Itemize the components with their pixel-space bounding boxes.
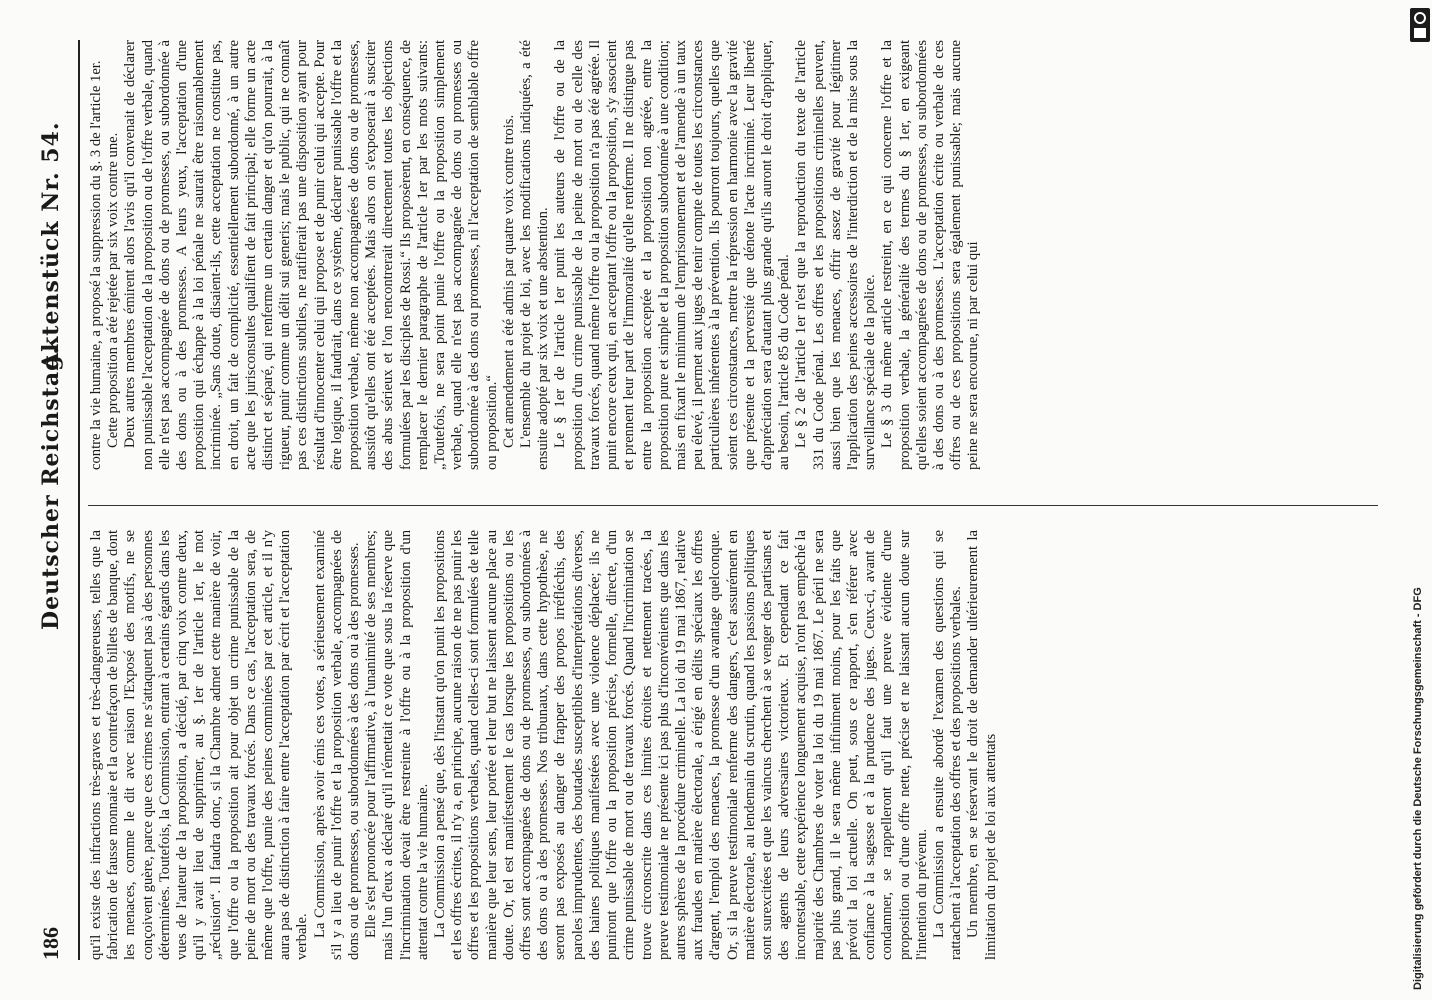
paragraph: Le § 3 du même article restreint, en ce qui concerne l'offre et la proposition verbale, la généralité des termes du § 1er, en exigeant qu'elles soient accompagnées de dons ou de promesses, ou subordonnées à des dons ou à des promesses. L'acceptation écrite ou verbale de ces offres ou de ces propositions sera également punissable; mais aucune peine ne sera encourue, ni par celui qui [879,40,982,470]
digitization-credit-text: Digitalisierung gefördert durch die Deutsche Forschungsgemeinschaft - DFG [1412,587,1424,990]
page-header [38,40,72,960]
paragraph: L'ensemble du projet de loi, avec les modifications indiquées, a été ensuite adopté par six voix et une abstention. [518,40,552,470]
paragraph: Le § 2 de l'article 1er n'est que la reproduction du texte de l'article 331 du Code pénal. Les offres et les propositions criminelles peuvent, aussi bien que les menaces, offrir assez de gravité pour légitimer l'application des peines accessoires de l'interdiction et de la mise sous la surveillance spéciale de la police. [793,40,879,470]
paragraph: Cet amendement a été admis par quatre voix contre trois. [500,114,517,448]
left-column [88,530,1378,960]
document-number: Aktenstück Nr. 54. [38,121,64,370]
column-divider [88,505,1378,506]
paragraph: Cette proposition a été rejetée par six voix contre une. [105,132,122,448]
running-title: Deutscher Reichstag. [38,345,64,630]
page-number: 186 [38,927,63,960]
paragraph: La Commission a pensé que, dès l'instant qu'on punit les propositions et les offres écrites, il n'y a, en principe, aucune raison de ne pas punir les offres et les propositions verbales, quand celles-ci sont formulées de telle manière que leur sens, leur portée et leur but ne laissent aucune place au doute. Or, tel est manifestement le cas lorsque les propositions ou les offres sont accompagnées de dons ou de promesses, ou subordonnées à des dons ou à des promesses. Nos tribunaux, dans cette hypothèse, ne seront pas exposés au danger de frapper des propos irréfléchis, des paroles imprudentes, des boutades susceptibles d'interprétations diverses, des haines politiques manifestées avec une violence déplacée; ils ne puniront que l'offre ou la proposition précise, formelle, directe, d'un crime punissable de mort ou de travaux forcés. Quand l'incrimination se trouve circonscrite dans ces limites étroites et nettement tracées, la preuve testimoniale ne présente ici pas plus d'inconvénients que dans les autres sphères de la procédure criminelle. La loi du 19 mai 1867, relative aux fraudes en matière électorale, a érigé en délits spéciaux les offres d'argent, l'emploi des menaces, la promesse d'un avantage quelconque. Or, si la preuve testimoniale renferme des dangers, c'est assurément en matière électorale, au lendemain du scrutin, quand les passions politiques sont surexcitées et que les vaincus cherchent à se venger des partisans et des agents de leurs adversaires victorieux. Et cependant ce fait incontestable, cette expérience longuement acquise, n'ont pas empêché la majorité des Chambres de voter la loi du 19 mai 1867. Le péril ne sera pas plus grand, il le sera même infiniment moins, pour les faits que prévoit la loi actuelle. On peut, sous ce rapport, s'en référer avec confiance à la sagesse et à la prudence des juges. Ceux-ci, avant de condamner, se rappelleront qu'il faut une preuve évidente d'une proposition ou d'une offre nette, précise et ne laissant aucun doute sur l'intention du prévenu. [432,530,930,960]
header-rule [78,40,80,960]
paragraph: Un membre, en se réservant le droit de demander ultérieurement la limitation du projet de loi aux attentats [965,530,999,960]
dfg-logo-icon [1410,8,1430,42]
digitization-credit [1412,10,1430,990]
paragraph: La Commission, après avoir émis ces votes, a sérieusement examiné s'il y a lieu de punir l'offre et la proposition verbale, accompagnées de dons ou de promesses, ou subordonnées à des dons ou à des promesses. [311,530,363,960]
paragraph: Le § 1er de l'article 1er punit les auteurs de l'offre ou de la proposition d'un crime punissable de la peine de mort ou de celle des travaux forcés, quand même l'offre ou la proposition n'a pas été agréée. Il punit encore ceux qui, en acceptant l'offre ou la proposition, s'y associent et prennent leur part de l'immoralité qu'elle renferme. Il ne distingue pas entre la proposition acceptée et la proposition non agréée, entre la proposition pure et simple et la proposition subordonnée à une condition; mais en fixant le minimum de l'emprisonnement et de l'amende à un taux peu élevé, il permet aux juges de tenir compte de toutes les circonstances particulières inhérentes à la prévention. Ils pourront toujours, quelles que soient ces circonstances, mettre la répression en harmonie avec la gravité que présente et la perversité que dénote l'acte incriminé. Leur liberté d'appréciation sera d'autant plus grande qu'ils auront le droit d'appliquer, au besoin, l'article 85 du Code pénal. [552,40,793,470]
paragraph: La Commission a ensuite abordé l'examen des questions qui se rattachent à l'acceptation des offres et des propositions verbales. [930,530,965,960]
paragraph: contre la vie humaine, a proposé la suppression du §. 3 de l'article 1er. [88,60,104,470]
paragraph: qu'il existe des infractions très-graves et très-dangereuses, telles que la fabrication de fausse monnaie et la contrefaçon de billets de banque, dont les menaces, comme le dit avec raison l'Exposé des motifs, ne se conçoivent guère, parce que ces crimes ne s'attaquent pas à des personnes déterminées. Toutefois, la Commission, entrant à certains égards dans les vues de l'auteur de la proposition, a décidé, par cinq voix contre deux, qu'il y avait lieu de supprimer, au §. 1er de l'article 1er, le mot „réclusion“. Il faudra donc, si la Chambre admet cette manière de voir, que l'offre ou la proposition ait pour objet un crime punissable de la peine de mort ou des travaux forcés. Dans ce cas, l'acceptation sera, de même que l'offre, punie des peines comminées par cet article, et il n'y aura pas de distinction à faire entre l'acceptation par écrit et l'acceptation verbale. [88,530,311,960]
right-column [88,40,1378,470]
paragraph: Deux autres membres émirent alors l'avis qu'il convenait de déclarer non punissable l'acceptation de la proposition ou de l'offre verbale, quand elle n'est pas accompagnée de dons ou de promesses, ou subordonnée à des dons ou à des promesses. A leurs yeux, l'acceptation d'une proposition qui échappe à la loi pénale ne saurait être raisonnablement incriminée. „Sans doute, disaient-ils, cette acceptation ne constitue pas, en droit, un fait de complicité, essentiellement subordonné, à un autre acte que les jurisconsultes qualifient de fait principal; elle forme un acte distinct et séparé, qui renferme un certain danger et qu'on pourrait, à la rigueur, punir comme un délit sui generis; mais le public, qui ne connaît pas ces distinctions subtiles, ne ratifierait pas une disposition ayant pour résultat d'innocenter celui qui propose et de punir celui qui accepte. Pour être logique, il faudrait, dans ce système, déclarer punissable l'offre et la proposition verbale, même non accompagnées de dons ou de promesses, aussitôt qu'elles ont été acceptées. Mais alors on s'exposerait à susciter des abus sérieux et l'on rencontrerait directement toutes les objections formulées par les disciples de Rossi.“ Ils proposèrent, en conséquence, de remplacer le dernier paragraphe de l'article 1er par les mots suivants: „Toutefois, ne sera point punie l'offre ou la proposition simplement verbale, quand elle n'est pas accompagnée de dons ou promesses ou subordonnée à des dons ou promesses, ni l'acceptation de semblable offre ou proposition.“ [122,40,500,470]
paragraph: Elle s'est prononcée pour l'affirmative, à l'unanimité de ses membres; mais l'un d'eux a déclaré qu'il n'émettait ce vote que sous la réserve que l'incrimination devait être restreinte à l'offre ou à la proposition d'un attentat contre la vie humaine. [363,530,431,960]
